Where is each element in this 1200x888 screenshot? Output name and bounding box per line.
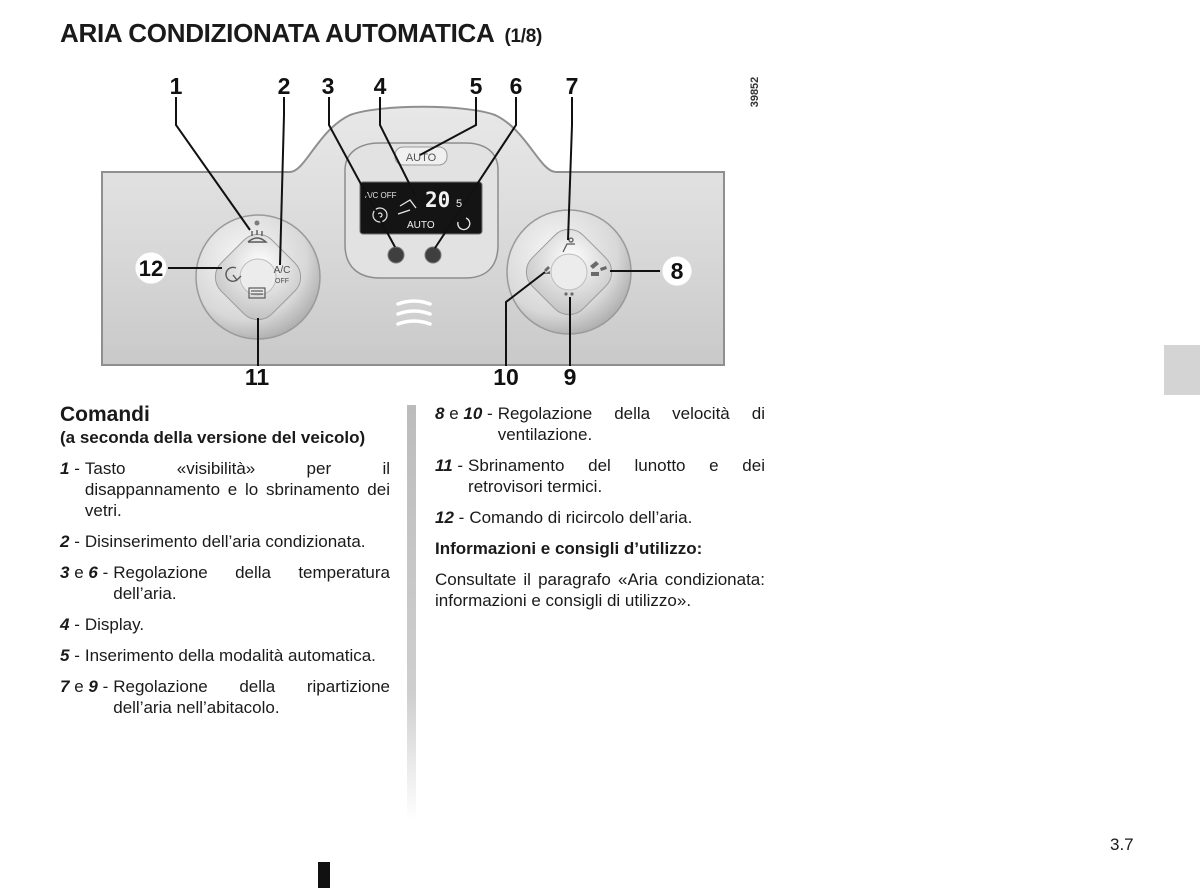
center-display-unit [345,143,498,278]
command-item [60,614,390,635]
commands-column-left [60,403,390,728]
command-item-label [60,531,85,552]
command-item [60,458,390,521]
command-item [60,645,390,666]
commands-list [60,458,390,718]
command-number: 12 [435,508,454,527]
display-auto: AUTO [407,220,435,231]
command-number: 3 [60,563,70,582]
command-separator: - [97,677,109,696]
ac-label: A/C [273,265,291,276]
command-number: 5 [60,646,70,665]
command-number: 4 [60,615,70,634]
commands-column-right [435,403,765,621]
display-ac-off: A/C OFF [365,191,397,200]
visibility-indicator-led [255,221,260,226]
callout-12-badge [135,252,167,284]
callout-6: 6 [509,73,523,99]
command-separator: - [482,404,493,423]
callout-9: 9 [563,364,577,390]
chapter-tab-marker [1164,345,1200,395]
command-number-secondary: 9 [88,677,98,696]
command-item-label [60,676,113,718]
callout-7: 7 [565,73,579,99]
page-number: 3.7 [1110,835,1134,854]
command-separator: - [69,532,80,551]
commands-subheading: (a seconda della versione del veicolo) [60,428,366,447]
command-item-text: Regolazione della velocità di ventilazione. [497,404,765,444]
callout-4: 4 [373,73,387,99]
command-separator: - [69,459,80,478]
ac-off-label: OFF [275,278,289,285]
command-item [435,507,765,528]
command-number: 7 [60,677,70,696]
command-item-text: Tasto «visibilità» per il disappannamento e lo sbrinamento dei vetri. [84,459,390,520]
command-item [60,562,390,604]
command-item-text: Inserimento della modalità automatica. [84,646,376,665]
callout-8: 8 [670,258,684,284]
command-item-label [435,403,498,445]
info-text: Consultate il paragrafo «Aria condizionata: informazioni e consigli di utilizzo». [435,570,765,610]
callout-1: 1 [169,73,183,99]
commands-heading: Comandi [60,403,150,426]
command-separator: - [97,563,109,582]
callout-2: 2 [277,73,291,99]
temp-down-button [388,247,404,263]
command-number-secondary: 10 [463,404,483,423]
command-conjunction: e [69,563,89,582]
command-item [435,403,765,445]
command-separator: - [453,508,465,527]
command-number: 1 [60,459,70,478]
command-item-text: Sbrinamento del lunotto e dei retrovisori termici. [468,456,765,496]
column-divider [407,405,416,820]
command-item-text: Regolazione della temperatura dell’aria. [113,563,390,603]
command-number: 2 [60,532,70,551]
binding-mark [318,862,330,888]
page-title-text: ARIA CONDIZIONATA AUTOMATICA [60,18,494,48]
command-item-label [435,507,469,528]
command-conjunction: e [444,404,464,423]
info-heading: Informazioni e consigli d’utilizzo: [435,539,703,558]
command-item-text: Comando di ricircolo dell’aria. [469,508,693,527]
climate-panel-illustration [0,0,1200,400]
command-item-text: Regolazione della ripartizione dell’aria nell’abitacolo. [113,677,390,717]
display-temperature-decimal: 5 [456,198,463,210]
callout-11: 11 [244,364,270,390]
command-item-label [60,645,85,666]
callout-5: 5 [469,73,483,99]
figure-reference-code: 39852 [749,76,761,108]
command-conjunction: e [69,677,89,696]
command-separator: - [69,646,80,665]
command-item [60,676,390,718]
commands-list-continued [435,403,765,528]
page-title-suffix: (1/8) [504,26,543,47]
command-number: 11 [435,456,453,475]
command-item-label [60,458,85,521]
callout-12: 12 [138,256,164,281]
command-item [60,531,390,552]
auto-button-label: AUTO [405,152,437,164]
command-item-label [60,614,85,635]
temp-up-button [425,247,441,263]
command-item-label [435,455,468,497]
command-item-label [60,562,113,604]
command-number-secondary: 6 [88,563,98,582]
command-item-text: Display. [84,615,145,634]
command-separator: - [69,615,80,634]
callout-3: 3 [321,73,335,99]
command-item-text: Disinserimento dell’aria condizionata. [84,532,366,551]
callout-10: 10 [493,364,519,390]
command-item [435,455,765,497]
command-number: 8 [435,404,445,423]
display-temperature: 20 [425,188,451,212]
callout-8-badge [662,256,692,286]
command-separator: - [452,456,464,475]
